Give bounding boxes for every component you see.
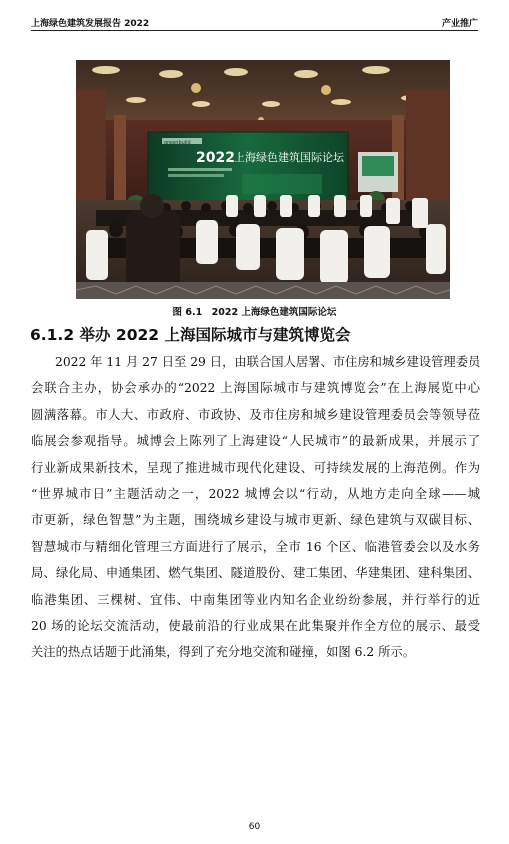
screen-year: 2022 [196, 150, 235, 166]
body-paragraph [31, 349, 480, 666]
paragraph-line: 临展会参观指导。城博会上陈列了上海建设“人民城市”的最新成果，并展示了 [31, 434, 480, 449]
forum-photo [76, 60, 450, 299]
paragraph-line: “世界城市日”主题活动之一，2022 城博会以“行动，从地方走向全球——城 [31, 487, 480, 502]
paragraph-line: 市更新，绿色智慧”为主题，围绕城乡建设与城市更新、绿色建筑与双碳目标、 [31, 513, 480, 528]
paragraph-line: 2022 年 11 月 27 日至 29 日，由联合国人居署、市住房和城乡建设管理委员 [55, 355, 481, 369]
paragraph-line: 关注的热点话题于此涌集，得到了充分地交流和碰撞，如图 6.2 所示。 [31, 645, 415, 660]
screen-brand: greenbuild [164, 140, 191, 146]
figure-caption: 图 6.1 2022 上海绿色建筑国际论坛 [172, 307, 337, 318]
paragraph-line: 临港集团、三棵树、宜伟、中南集团等业内知名企业纷纷参展，并行举行的近 [31, 592, 480, 607]
paragraph-line: 20 场的论坛交流活动，使最前沿的行业成果在此集聚并作全方位的展示、最受 [31, 619, 480, 634]
header-divider [31, 30, 478, 31]
section-name: 产业推广 [441, 19, 478, 29]
report-title: 上海绿色建筑发展报告 2022 [31, 19, 150, 29]
paragraph-line: 行业新成果新技术，呈现了推进城市现代化建设、可持续发展的上海范例。作为 [31, 460, 480, 475]
page-number: 60 [248, 822, 261, 832]
paragraph-line: 局、绿化局、申通集团、燃气集团、隧道股份、建工集团、华建集团、建科集团、 [31, 566, 480, 581]
section-heading: 6.1.2 举办 2022 上海国际城市与建筑博览会 [30, 326, 351, 344]
paragraph-line: 会联合主办，协会承办的“2022 上海国际城市与建筑博览会”在上海展览中心 [31, 381, 480, 396]
paragraph-line: 圆满落幕。市人大、市政府、市政协、及市住房和城乡建设管理委员会等领导莅 [31, 407, 480, 422]
screen-title: 上海绿色建筑国际论坛 [234, 151, 344, 164]
paragraph-line: 智慧城市与精细化管理三方面进行了展示，全市 16 个区、临港管委会以及水务 [31, 539, 480, 554]
